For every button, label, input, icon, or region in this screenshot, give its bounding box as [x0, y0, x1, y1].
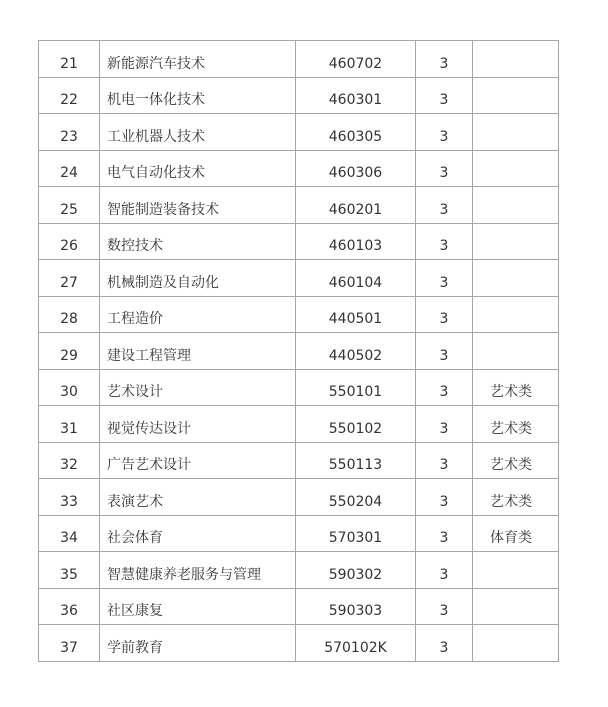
row-number-cell: [39, 442, 100, 479]
duration-years-text: 3: [439, 457, 449, 474]
duration-years-text: 3: [439, 530, 449, 547]
note-cell: [473, 333, 559, 370]
table-row: [39, 369, 559, 406]
program-name-cell: [100, 187, 296, 224]
table-row: [39, 150, 559, 187]
duration-years-text: 3: [439, 603, 449, 620]
program-code-text: 460702: [328, 55, 383, 72]
note-cell: [473, 114, 559, 151]
table-row: [39, 442, 559, 479]
duration-years-cell: [416, 406, 473, 443]
program-name-text: 工业机器人技术: [107, 128, 205, 145]
row-number-text: 34: [60, 530, 78, 547]
row-number-text: 37: [60, 639, 78, 656]
row-number-text: 36: [60, 603, 78, 620]
table-row: [39, 333, 559, 370]
row-number-cell: [39, 77, 100, 114]
program-name-cell: [100, 114, 296, 151]
duration-years-text: 3: [439, 311, 449, 328]
row-number-cell: [39, 479, 100, 516]
duration-years-cell: [416, 77, 473, 114]
duration-years-text: 3: [439, 128, 449, 145]
program-code-cell: [296, 333, 416, 370]
note-text: 艺术类: [490, 420, 532, 437]
table-row: [39, 588, 559, 625]
duration-years-cell: [416, 515, 473, 552]
duration-years-text: 3: [439, 165, 449, 182]
program-name-cell: [100, 369, 296, 406]
program-code-text: 550101: [328, 384, 383, 401]
row-number-cell: [39, 150, 100, 187]
duration-years-text: 3: [439, 92, 449, 109]
program-name-text: 视觉传达设计: [107, 420, 191, 437]
duration-years-text: 3: [439, 201, 449, 218]
program-name-cell: [100, 479, 296, 516]
row-number-text: 23: [60, 128, 78, 145]
duration-years-text: 3: [439, 347, 449, 364]
program-code-text: 590302: [328, 566, 383, 583]
program-code-cell: [296, 77, 416, 114]
note-cell: [473, 625, 559, 662]
row-number-cell: [39, 406, 100, 443]
duration-years-cell: [416, 625, 473, 662]
row-number-cell: [39, 114, 100, 151]
program-code-cell: [296, 479, 416, 516]
duration-years-cell: [416, 41, 473, 78]
program-code-cell: [296, 114, 416, 151]
row-number-cell: [39, 552, 100, 589]
program-code-cell: [296, 406, 416, 443]
row-number-text: 30: [60, 384, 78, 401]
program-name-cell: [100, 406, 296, 443]
duration-years-cell: [416, 552, 473, 589]
note-cell: [473, 41, 559, 78]
table-row: [39, 187, 559, 224]
program-name-text: 智慧健康养老服务与管理: [107, 566, 261, 583]
program-name-text: 工程造价: [107, 311, 163, 328]
program-code-cell: [296, 369, 416, 406]
table-row: [39, 77, 559, 114]
duration-years-cell: [416, 588, 473, 625]
program-code-text: 550113: [328, 457, 383, 474]
program-code-cell: [296, 552, 416, 589]
duration-years-text: 3: [439, 420, 449, 437]
row-number-cell: [39, 369, 100, 406]
duration-years-text: 3: [439, 55, 449, 72]
duration-years-cell: [416, 223, 473, 260]
note-cell: [473, 296, 559, 333]
row-number-text: 26: [60, 238, 78, 255]
note-cell: [473, 150, 559, 187]
program-name-text: 数控技术: [107, 238, 163, 255]
program-name-cell: [100, 41, 296, 78]
program-code-cell: [296, 260, 416, 297]
program-name-text: 艺术设计: [107, 384, 163, 401]
program-name-cell: [100, 260, 296, 297]
program-name-text: 广告艺术设计: [107, 457, 191, 474]
row-number-cell: [39, 588, 100, 625]
duration-years-cell: [416, 114, 473, 151]
table-row: [39, 223, 559, 260]
row-number-text: 33: [60, 493, 78, 510]
table-row: [39, 114, 559, 151]
row-number-cell: [39, 296, 100, 333]
note-cell: [473, 223, 559, 260]
note-text: 艺术类: [490, 457, 532, 474]
program-name-cell: [100, 625, 296, 662]
duration-years-cell: [416, 479, 473, 516]
table-row: [39, 260, 559, 297]
note-cell: [473, 406, 559, 443]
program-code-text: 460305: [328, 128, 383, 145]
row-number-text: 32: [60, 457, 78, 474]
duration-years-text: 3: [439, 493, 449, 510]
duration-years-text: 3: [439, 274, 449, 291]
note-cell: [473, 187, 559, 224]
program-code-cell: [296, 150, 416, 187]
note-cell: [473, 552, 559, 589]
duration-years-cell: [416, 150, 473, 187]
program-name-text: 表演艺术: [107, 493, 163, 510]
program-table-body: [39, 41, 559, 662]
row-number-cell: [39, 223, 100, 260]
program-code-cell: [296, 41, 416, 78]
program-code-cell: [296, 223, 416, 260]
row-number-cell: [39, 515, 100, 552]
table-row: [39, 41, 559, 78]
row-number-cell: [39, 260, 100, 297]
row-number-text: 25: [60, 201, 78, 218]
program-name-text: 智能制造装备技术: [107, 201, 219, 218]
row-number-text: 22: [60, 92, 78, 109]
program-table: [38, 40, 559, 662]
row-number-cell: [39, 41, 100, 78]
program-name-cell: [100, 588, 296, 625]
program-name-cell: [100, 552, 296, 589]
duration-years-cell: [416, 369, 473, 406]
duration-years-text: 3: [439, 238, 449, 255]
program-name-text: 社区康复: [107, 603, 163, 620]
note-cell: [473, 369, 559, 406]
program-code-text: 460103: [328, 238, 383, 255]
note-text: 艺术类: [490, 384, 532, 401]
duration-years-text: 3: [439, 384, 449, 401]
duration-years-cell: [416, 296, 473, 333]
table-row: [39, 515, 559, 552]
note-cell: [473, 588, 559, 625]
program-code-text: 440502: [328, 347, 383, 364]
program-code-text: 550204: [328, 493, 383, 510]
row-number-text: 21: [60, 55, 78, 72]
program-name-cell: [100, 223, 296, 260]
note-cell: [473, 77, 559, 114]
duration-years-cell: [416, 187, 473, 224]
row-number-text: 27: [60, 274, 78, 291]
program-code-text: 590303: [328, 603, 383, 620]
program-name-cell: [100, 333, 296, 370]
row-number-text: 29: [60, 347, 78, 364]
table-row: [39, 479, 559, 516]
table-row: [39, 625, 559, 662]
table-row: [39, 296, 559, 333]
row-number-cell: [39, 187, 100, 224]
duration-years-text: 3: [439, 639, 449, 656]
note-cell: [473, 479, 559, 516]
duration-years-cell: [416, 333, 473, 370]
program-code-cell: [296, 187, 416, 224]
program-name-text: 建设工程管理: [107, 347, 191, 364]
program-name-cell: [100, 77, 296, 114]
program-name-cell: [100, 296, 296, 333]
program-code-cell: [296, 515, 416, 552]
note-text: 体育类: [490, 530, 532, 547]
row-number-cell: [39, 625, 100, 662]
program-name-text: 社会体育: [107, 530, 163, 547]
row-number-cell: [39, 333, 100, 370]
program-code-text: 570301: [328, 530, 383, 547]
program-name-text: 学前教育: [107, 639, 163, 656]
program-code-text: 550102: [328, 420, 383, 437]
duration-years-cell: [416, 442, 473, 479]
program-code-text: 460306: [328, 165, 383, 182]
program-code-cell: [296, 296, 416, 333]
program-name-text: 电气自动化技术: [107, 165, 205, 182]
program-name-cell: [100, 515, 296, 552]
program-code-cell: [296, 625, 416, 662]
program-name-cell: [100, 442, 296, 479]
note-cell: [473, 442, 559, 479]
program-code-text: 440501: [328, 311, 383, 328]
duration-years-text: 3: [439, 566, 449, 583]
program-code-text: 570102K: [324, 639, 387, 656]
program-code-cell: [296, 442, 416, 479]
program-code-text: 460104: [328, 274, 383, 291]
table-row: [39, 406, 559, 443]
program-name-text: 新能源汽车技术: [107, 55, 205, 72]
program-name-text: 机电一体化技术: [107, 92, 205, 109]
program-code-cell: [296, 588, 416, 625]
note-text: 艺术类: [490, 493, 532, 510]
row-number-text: 28: [60, 311, 78, 328]
program-code-text: 460301: [328, 92, 383, 109]
duration-years-cell: [416, 260, 473, 297]
row-number-text: 24: [60, 165, 78, 182]
note-cell: [473, 515, 559, 552]
row-number-text: 35: [60, 566, 78, 583]
row-number-text: 31: [60, 420, 78, 437]
note-cell: [473, 260, 559, 297]
program-name-cell: [100, 150, 296, 187]
table-row: [39, 552, 559, 589]
program-code-text: 460201: [328, 201, 383, 218]
program-name-text: 机械制造及自动化: [107, 274, 219, 291]
program-table-container: [38, 40, 559, 662]
